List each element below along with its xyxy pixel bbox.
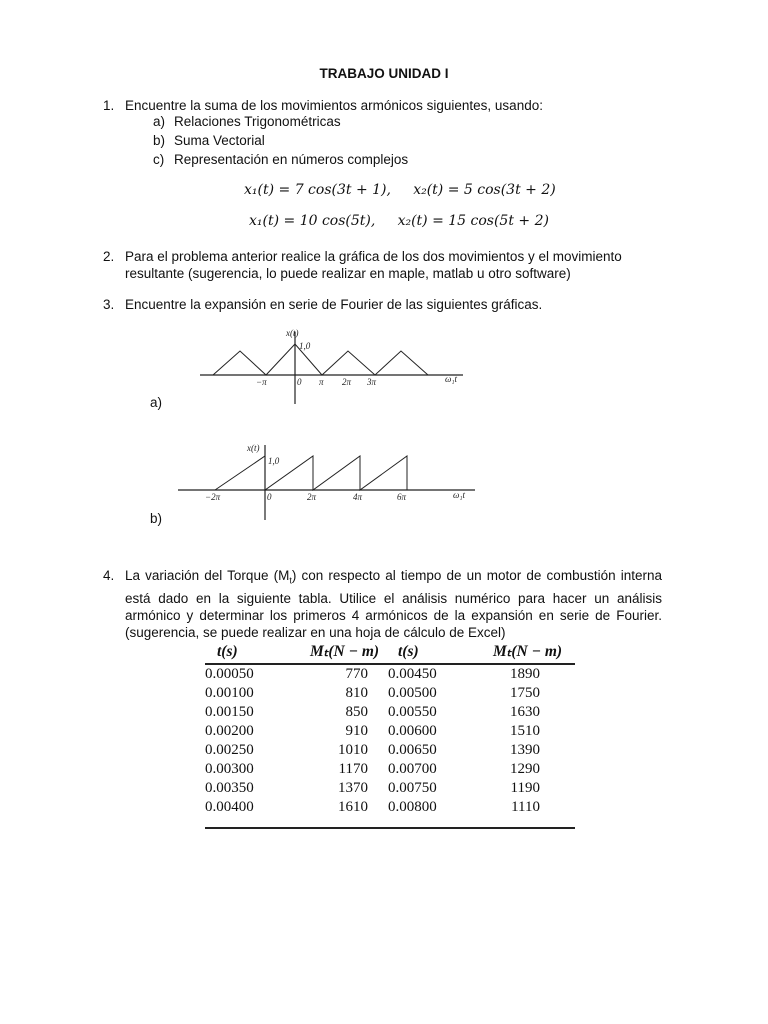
graph-a-tick-0: 0 [297, 377, 302, 387]
table-cell: 0.00750 [388, 780, 437, 796]
graph-a-xlabel: ω₁t [445, 374, 457, 384]
table-cell: 810 [345, 685, 368, 701]
table-cell: 1750 [510, 685, 540, 701]
table-cell: 1110 [511, 799, 540, 815]
q4-text-sub: t [289, 575, 292, 586]
table-cell: 0.00450 [388, 666, 437, 682]
table-row [205, 722, 575, 741]
graph-b-tick-neg-2pi: −2π [205, 492, 221, 502]
q1-item-b-label: b) [153, 133, 166, 148]
q3-number: 3. [103, 297, 115, 312]
q4-number: 4. [103, 568, 115, 583]
equation-2: x₁(t) = 10 cos(5t), x₂(t) = 15 cos(5t + 2) [249, 213, 549, 229]
table-cell: 1630 [510, 704, 540, 720]
q3-text: Encuentre la expansión en serie de Fourier de las siguientes gráficas. [125, 297, 543, 312]
table-cell: 0.00700 [388, 761, 437, 777]
table-cell: 1370 [338, 780, 368, 796]
q4-text [125, 567, 662, 641]
table-cell: 0.00100 [205, 685, 254, 701]
table-row [205, 779, 575, 798]
table-row [205, 760, 575, 779]
table-cell: 0.00400 [205, 799, 254, 815]
q1-item-b-text: Suma Vectorial [174, 133, 265, 148]
graph-a-ylabel: x(t) [286, 328, 299, 338]
graph-a-tick-neg-pi: −π [256, 377, 267, 387]
table-row [205, 703, 575, 722]
table-row [205, 798, 575, 817]
table-cell: 0.00200 [205, 723, 254, 739]
table-cell: 0.00350 [205, 780, 254, 796]
q2-number: 2. [103, 249, 115, 264]
graph-a [195, 322, 475, 406]
q1-item-a-label: a) [153, 114, 166, 129]
header-m-1: Mₜ(N − m) [310, 643, 380, 660]
graph-b-xlabel: ω₁t [453, 490, 465, 500]
q1-item-a-text: Relaciones Trigonométricas [174, 114, 341, 129]
table-row [205, 741, 575, 760]
table-cell: 0.00650 [388, 742, 437, 758]
q1-item-c-label: c) [153, 152, 165, 167]
table-cell: 0.00600 [388, 723, 437, 739]
torque-table [205, 640, 575, 817]
table-cell: 770 [345, 666, 368, 682]
header-m-2: Mₜ(N − m) [493, 643, 563, 660]
table-cell: 1190 [510, 780, 540, 796]
table-cell: 0.00800 [388, 799, 437, 815]
graph-b-ylabel: x(t) [247, 443, 260, 453]
graph-b-tick-6pi: 6π [397, 492, 407, 502]
graph-b-tick-0: 0 [267, 492, 272, 502]
table-cell: 910 [345, 723, 368, 739]
q1-item-c-text: Representación en números complejos [174, 152, 409, 167]
table-cell: 1510 [510, 723, 540, 739]
table-cell: 1170 [338, 761, 368, 777]
q4-text-suffix: ) con respecto al tiempo de un motor de combustión interna está dado en la siguiente tabla. Utilice el análisis numérico para hacer un análisis armónico y determinar los primeros 4 armónicos de la expansión en serie de Fourier. (sugerencia, se puede realizar en una hoja de cálculo de Excel) [125, 568, 662, 640]
table-cell: 0.00550 [388, 704, 437, 720]
graph-b-tick-4pi: 4π [353, 492, 363, 502]
table-row [205, 684, 575, 703]
equation-1: x₁(t) = 7 cos(3t + 1), x₂(t) = 5 cos(3t + 2) [244, 182, 556, 198]
table-cell: 1010 [338, 742, 368, 758]
header-t-2: t(s) [398, 642, 419, 660]
header-t-1: t(s) [217, 642, 238, 660]
table-cell: 0.00300 [205, 761, 254, 777]
table-cell: 0.00150 [205, 704, 254, 720]
graph-b-peak-label: 1,0 [268, 456, 280, 466]
table-cell: 0.00250 [205, 742, 254, 758]
q4-text-prefix: La variación del Torque (M [125, 568, 290, 583]
table-row [205, 665, 575, 684]
table-bottom-rule [205, 827, 575, 829]
graph-b-tick-2pi: 2π [307, 492, 317, 502]
table-cell: 1610 [338, 799, 368, 815]
q2-text: Para el problema anterior realice la gráfica de los dos movimientos y el movimiento resultante (sugerencia, lo puede realizar en maple, matlab u otro software) [125, 249, 622, 281]
table-cell: 0.00500 [388, 685, 437, 701]
graph-a-label: a) [150, 395, 163, 410]
graph-b-waveform [215, 456, 407, 490]
graph-a-tick-3pi: 3π [367, 377, 377, 387]
graph-a-peak-label: 1,0 [299, 341, 311, 351]
graph-b [175, 440, 480, 524]
table-header-row [205, 640, 575, 665]
table-cell: 1890 [510, 666, 540, 682]
graph-a-tick-2pi: 2π [342, 377, 352, 387]
graph-b-label: b) [150, 511, 163, 526]
table-cell: 0.00050 [205, 666, 254, 682]
q1-number: 1. [103, 98, 115, 113]
graph-a-waveform [213, 344, 428, 375]
table-cell: 1390 [510, 742, 540, 758]
graph-a-tick-pi: π [319, 377, 324, 387]
page-title: TRABAJO UNIDAD I [319, 66, 449, 81]
table-cell: 850 [345, 704, 368, 720]
table-cell: 1290 [510, 761, 540, 777]
q1-text: Encuentre la suma de los movimientos armónicos siguientes, usando: [125, 98, 543, 113]
